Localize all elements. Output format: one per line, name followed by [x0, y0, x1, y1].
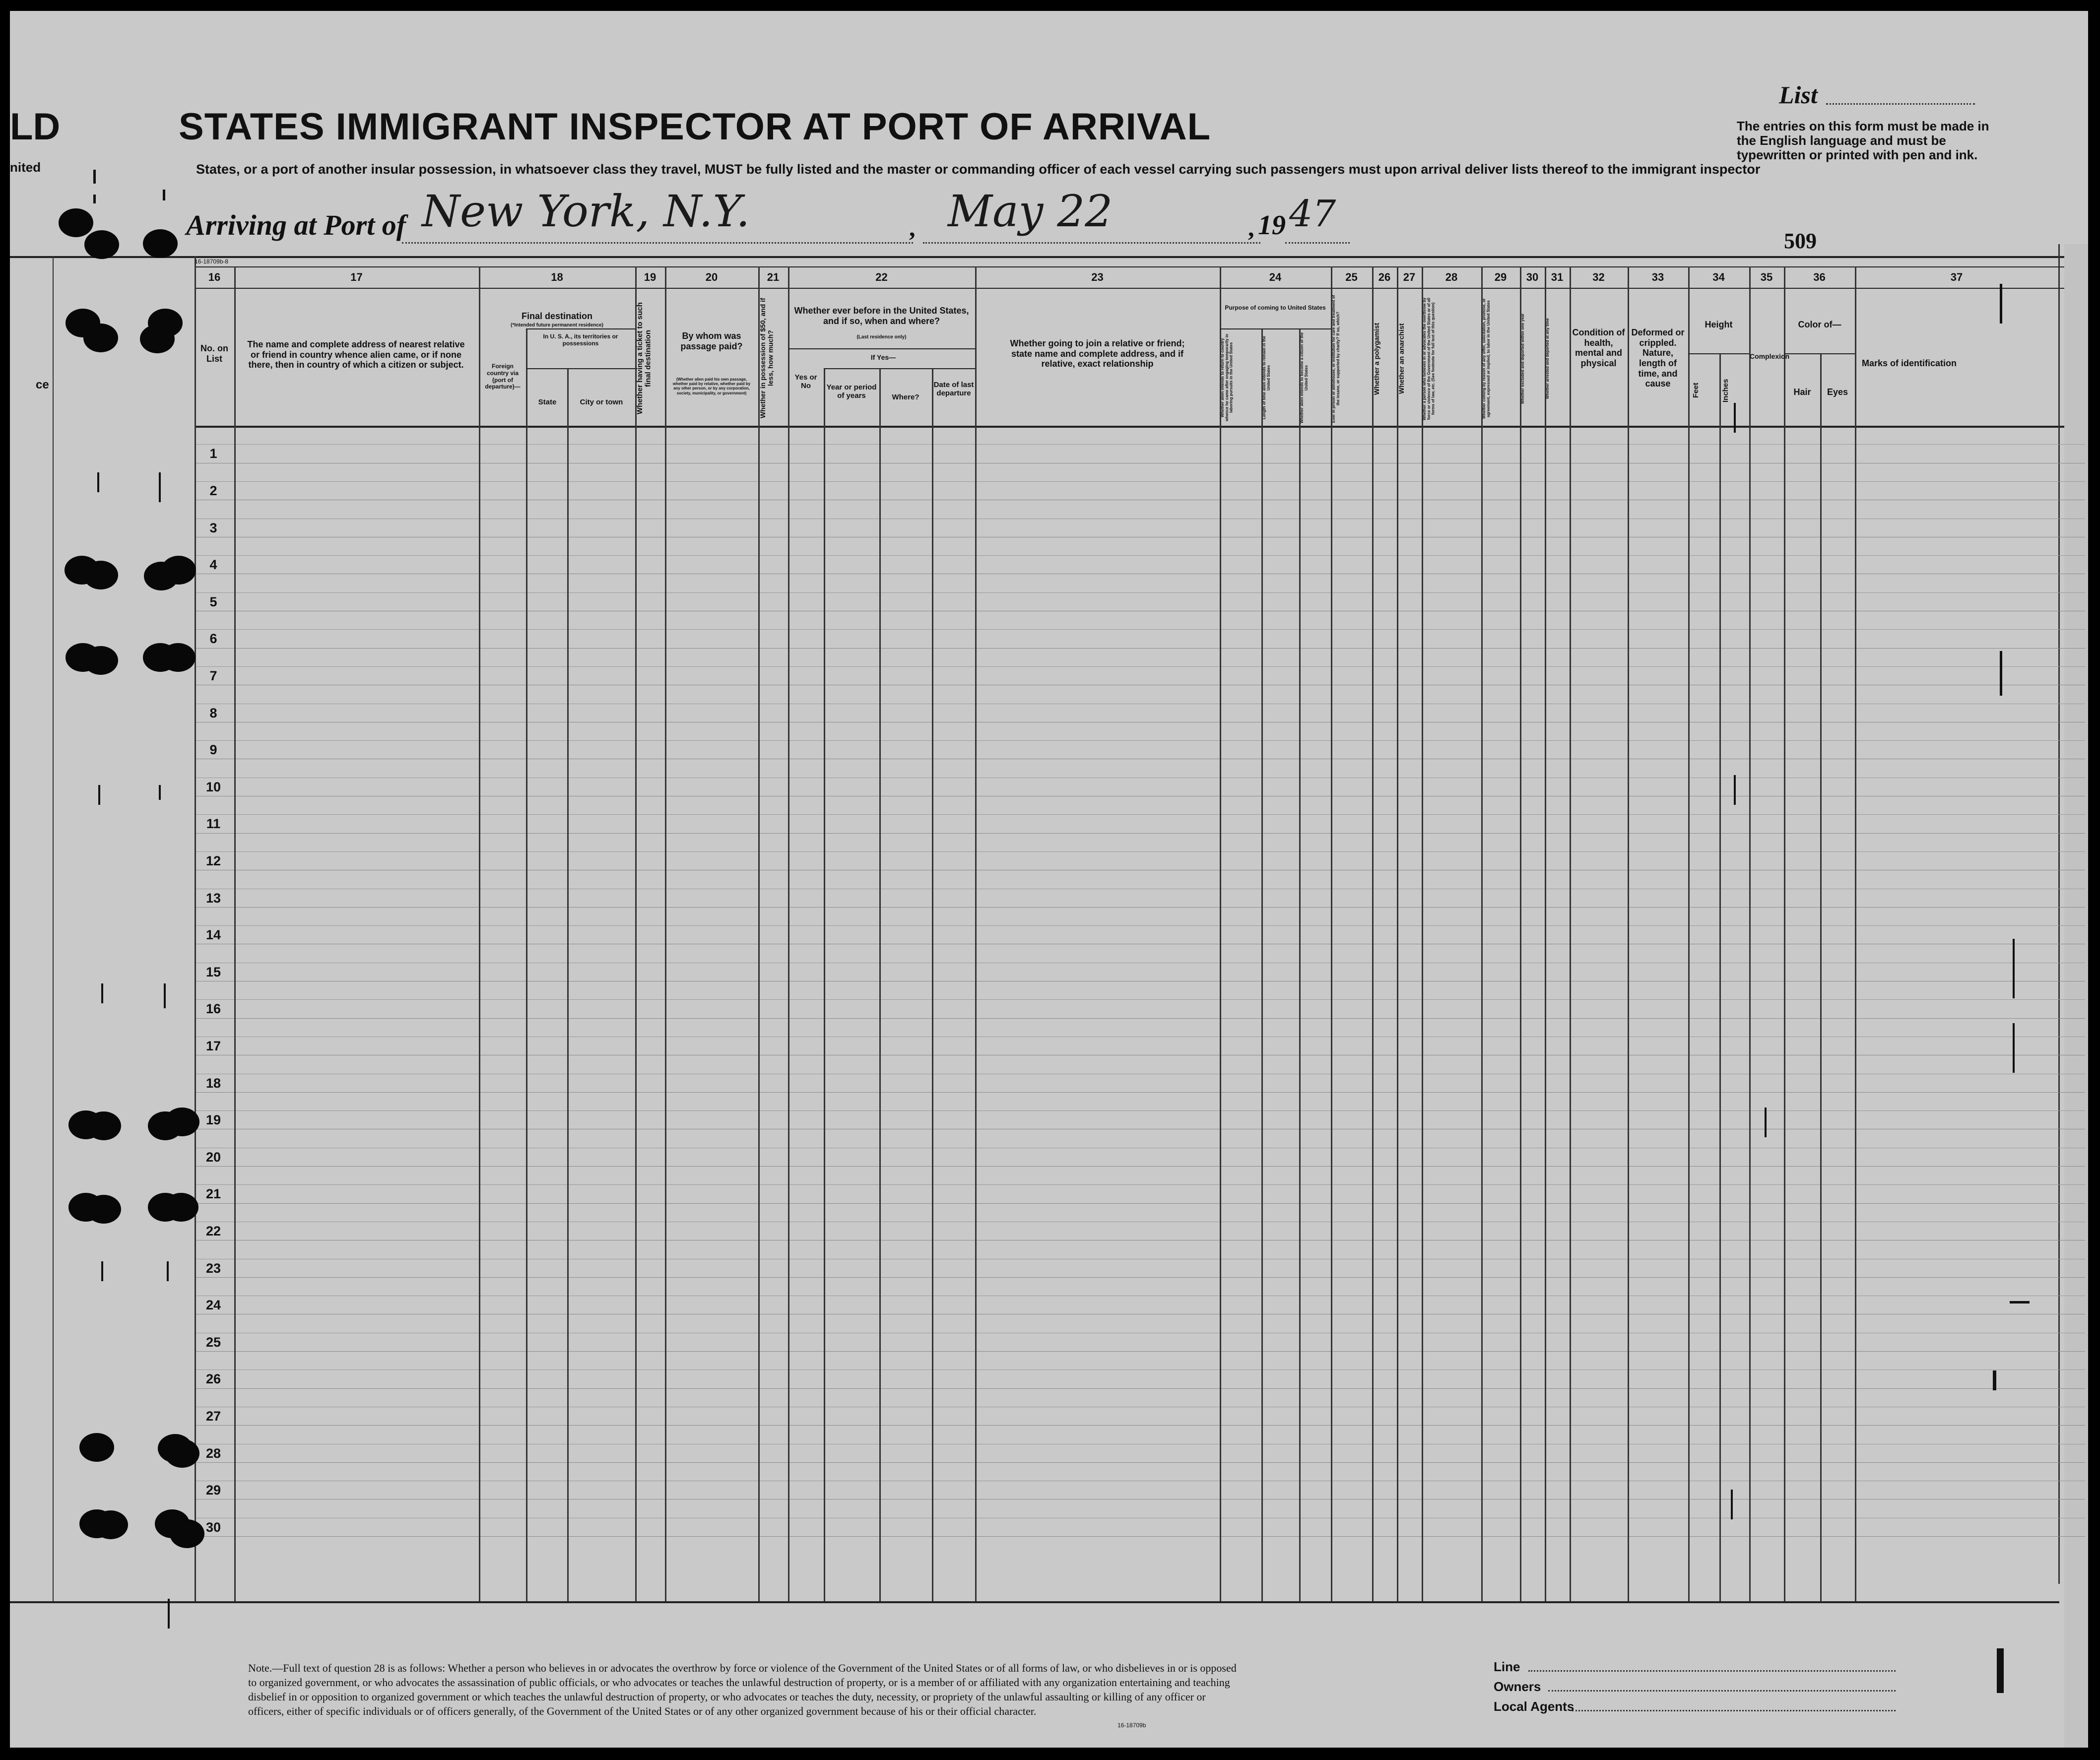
row-divider	[195, 481, 2085, 482]
form-instructions: The entries on this form must be made in the English language and must be typewritten or printed with pen and ink.	[1737, 119, 1989, 162]
punch-hole	[93, 1510, 128, 1539]
row-number: 12	[205, 853, 221, 868]
row-number: 11	[206, 816, 221, 832]
margin-mark	[1993, 1370, 1996, 1390]
year-prefix: 19	[1258, 210, 1286, 241]
right-border	[2058, 244, 2060, 1584]
column-divider	[635, 266, 637, 1601]
column-number: 22	[875, 271, 888, 283]
row-number: 4	[209, 557, 217, 573]
row-number: 19	[205, 1112, 221, 1128]
page-margin	[2064, 244, 2088, 1748]
punch-hole	[86, 1111, 121, 1140]
page-title: STATES IMMIGRANT INSPECTOR AT PORT OF ARRIVAL	[179, 106, 1211, 148]
row-number: 13	[205, 890, 221, 906]
row-number: 15	[205, 964, 221, 979]
row-number: 21	[205, 1186, 221, 1202]
col-22-subheader: (Last residence only)	[856, 334, 907, 340]
col-19-header: Whether having a ticket to such final destination	[636, 302, 653, 414]
column-divider	[1220, 266, 1221, 1601]
col-22-if-yes: If Yes—	[870, 353, 896, 361]
col-22-header: Whether ever before in the United States, and if so, when and where?	[794, 306, 969, 326]
row-divider	[195, 1369, 2085, 1370]
col-30-header: Whether excluded and deported within one year	[1520, 313, 1525, 404]
row-divider	[195, 666, 2085, 667]
row-divider	[195, 925, 2085, 926]
punch-hole	[164, 1193, 198, 1222]
margin-mark	[167, 1261, 169, 1281]
row-divider	[195, 999, 2085, 1000]
row-divider	[195, 1110, 2085, 1111]
arriving-label: Arriving at Port of	[186, 209, 406, 241]
punch-hole	[143, 229, 178, 258]
row-number: 7	[209, 668, 217, 683]
col-34-inches: Inches	[1721, 379, 1730, 402]
title-fragment: LD	[10, 106, 61, 148]
col-20-subheader: (Whether alien paid his own passage, whether paid by relative, whether paid by any other person, or by any corporation, society, municipality, or government)	[672, 377, 751, 395]
column-divider	[1820, 353, 1822, 1601]
margin-mark	[97, 472, 99, 492]
header-rule	[10, 256, 2088, 258]
column-number: 34	[1712, 271, 1725, 283]
column-divider	[788, 266, 789, 1601]
column-divider	[1331, 266, 1332, 1601]
col-29-header: Whether coming by reason of any offer, solicitation, promise, or agreement, expressed or implied, to labor in the United States	[1482, 298, 1491, 419]
comma: ,	[909, 214, 916, 242]
row-number: 9	[209, 742, 217, 758]
column-number: 16	[208, 271, 221, 283]
row-number: 16	[205, 1001, 221, 1017]
date-handwritten[interactable]: May 22	[948, 186, 1113, 237]
punch-hole	[83, 561, 118, 589]
row-divider	[195, 444, 2085, 445]
column-divider	[824, 368, 825, 1601]
col-31-header: Whether arrested and deported at any time	[1545, 318, 1550, 399]
owners-label: Owners	[1494, 1679, 1541, 1694]
row-divider	[195, 851, 2085, 852]
row-divider	[195, 833, 2085, 834]
row-divider	[195, 1388, 2085, 1389]
margin-mark	[2013, 1023, 2015, 1073]
punch-hole	[79, 1433, 114, 1462]
column-number: 17	[350, 271, 363, 283]
subheader-rule	[788, 348, 975, 349]
column-number: 35	[1760, 271, 1773, 283]
column-divider	[1545, 266, 1546, 1601]
subheader-rule	[1688, 353, 1749, 354]
column-divider	[234, 266, 236, 1601]
row-number: 8	[209, 705, 217, 720]
row-number: 27	[205, 1408, 221, 1424]
row-divider	[195, 1351, 2085, 1352]
col-21-header: Whether in possession of $50, and if less, how much?	[759, 298, 775, 419]
margin-mark	[2010, 1301, 2030, 1304]
subheader-rule	[1220, 328, 1331, 329]
column-divider	[1397, 266, 1398, 1601]
row-number: 1	[209, 446, 217, 461]
column-number: 24	[1269, 271, 1282, 283]
row-number: 17	[205, 1038, 221, 1053]
row-number: 23	[205, 1260, 221, 1276]
subheader-rule	[526, 368, 635, 369]
punch-hole	[140, 325, 175, 353]
punch-hole	[161, 643, 196, 672]
col-22-where: Where?	[892, 393, 919, 401]
row-number: 5	[209, 594, 217, 609]
row-divider	[195, 907, 2085, 908]
punch-hole	[86, 1195, 121, 1224]
port-field-line	[402, 242, 913, 244]
punch-hole	[83, 324, 118, 352]
owners-field[interactable]	[1548, 1690, 1896, 1692]
margin-mark	[93, 170, 96, 184]
column-divider	[195, 256, 196, 1601]
punch-hole	[84, 230, 119, 259]
margin-mark	[1731, 1490, 1733, 1519]
column-divider	[932, 368, 933, 1601]
subheader-rule	[1784, 353, 1855, 354]
margin-mark	[1997, 1648, 2004, 1693]
page-number: 509	[1784, 229, 1817, 253]
col-25-header: Ever in prison or almshouse, or institution for care and treatment of the insane, or supported by charity? If so, which?	[1331, 295, 1340, 423]
column-number: 36	[1813, 271, 1826, 283]
margin-mark	[2000, 651, 2002, 696]
row-number: 6	[209, 631, 217, 647]
column-number-rule	[195, 266, 2085, 267]
punch-hole	[165, 1439, 199, 1468]
column-divider	[1570, 266, 1571, 1601]
row-divider	[195, 740, 2085, 741]
port-handwritten[interactable]: New York, N.Y.	[422, 186, 750, 237]
column-divider	[1299, 328, 1301, 1601]
column-number: 33	[1651, 271, 1664, 283]
column-number: 21	[767, 271, 780, 283]
punch-hole	[165, 1108, 199, 1136]
row-divider	[195, 1425, 2085, 1426]
row-divider	[195, 1092, 2085, 1093]
local-agents-field[interactable]	[1572, 1710, 1896, 1711]
manifest-page	[10, 11, 2088, 1748]
col-36-header: Color of—	[1798, 320, 1841, 329]
row-number: 24	[205, 1298, 221, 1313]
row-number: 30	[205, 1519, 221, 1535]
subheader-rule	[824, 368, 975, 369]
column-header-top	[195, 288, 2085, 289]
col-24-return: Whether alien intends to return to country whence he came after engaging temporarily in laboring pursuits in the United States	[1220, 333, 1234, 422]
margin-mark	[159, 785, 161, 800]
col-22-yes-no: Yes or No	[794, 373, 817, 391]
margin-mark	[159, 472, 161, 502]
col-28-header: Whether a person who believes in or advocates the overthrow by force or violence of the Government of the United States or of all forms of law, etc. (See footnote for full text of this question)	[1422, 297, 1436, 420]
column-divider	[1688, 266, 1690, 1601]
col-35-header: Complexion	[1750, 352, 1790, 360]
margin-mark	[1734, 775, 1736, 805]
column-divider	[1749, 266, 1751, 1601]
margin-mark	[164, 983, 166, 1008]
col-36-hair: Hair	[1793, 387, 1811, 397]
col-18-header: Final destination	[521, 311, 592, 321]
row-divider	[195, 1277, 2085, 1278]
column-divider	[975, 266, 977, 1601]
comma: ,	[1248, 214, 1254, 242]
margin-mark	[163, 190, 165, 200]
col-18-usa: In U. S. A., its territories or possessions	[543, 333, 618, 347]
col-18-city: City or town	[580, 398, 623, 406]
row-divider	[195, 592, 2085, 593]
margin-mark	[168, 1599, 170, 1629]
column-number: 18	[551, 271, 563, 283]
local-agents-label: Local Agents	[1494, 1699, 1575, 1714]
col-36-eyes: Eyes	[1827, 387, 1848, 397]
column-number: 28	[1445, 271, 1458, 283]
list-number-field[interactable]	[1826, 103, 1975, 105]
column-divider	[526, 328, 527, 1601]
row-number: 20	[205, 1149, 221, 1165]
line-label: Line	[1494, 1659, 1520, 1674]
column-number: 29	[1494, 271, 1507, 283]
column-divider	[1719, 353, 1721, 1601]
punch-hole	[161, 556, 196, 585]
col-32-header: Condition of health, mental and physical	[1572, 327, 1625, 369]
column-divider	[567, 368, 569, 1601]
col-23-header: Whether going to join a relative or friend; state name and complete address, and if relative, exact relationship	[1010, 338, 1185, 369]
column-divider	[1372, 266, 1374, 1601]
column-number: 20	[705, 271, 718, 283]
column-divider	[1520, 266, 1521, 1601]
form-code: 16-18709b-8	[195, 258, 229, 265]
subheader-rule	[526, 328, 635, 329]
col-16-header: No. on List	[200, 343, 228, 364]
margin-mark	[98, 785, 100, 805]
col-24-length: Length of time alien intends to remain in the United States	[1262, 336, 1271, 420]
row-divider	[195, 814, 2085, 815]
col-24-header: Purpose of coming to United States	[1225, 304, 1326, 311]
row-divider	[195, 1203, 2085, 1204]
col-24-citizen: Whether alien intends to become a citizen of the United States	[1300, 332, 1309, 423]
table-bottom-rule	[10, 1601, 2059, 1603]
row-number: 14	[205, 927, 221, 943]
col-33-header: Deformed or crippled. Nature, length of time, and cause	[1631, 327, 1685, 389]
row-divider	[195, 1018, 2085, 1019]
col-26-header: Whether a polygamist	[1373, 323, 1380, 395]
form-code: 16-18709b	[1117, 1722, 1146, 1729]
column-number: 27	[1403, 271, 1416, 283]
punch-hole	[170, 1519, 204, 1548]
column-divider	[879, 368, 881, 1601]
column-divider	[1784, 266, 1785, 1601]
margin-line	[53, 256, 54, 1601]
row-number: 2	[209, 483, 217, 498]
margin-mark	[2013, 939, 2015, 998]
date-field-line	[923, 242, 1260, 244]
column-divider	[665, 266, 666, 1601]
page-subtitle: States, or a port of another insular possession, in whatsoever class they travel, MUST be fully listed and the master or commanding officer of each vessel carrying such passengers must upon arrival deliver lists thereof to the immigrant inspector	[196, 162, 1761, 177]
column-number: 30	[1526, 271, 1539, 283]
column-header-bottom	[195, 426, 2085, 428]
column-divider	[1422, 266, 1423, 1601]
column-divider	[1628, 266, 1629, 1601]
list-label: List	[1779, 81, 1818, 109]
margin-mark	[1734, 403, 1736, 433]
row-number: 29	[205, 1483, 221, 1498]
punch-hole	[83, 646, 118, 675]
column-number: 31	[1551, 271, 1564, 283]
row-divider	[195, 1184, 2085, 1185]
left-fragment: ce	[36, 378, 49, 391]
col-17-header: The name and complete address of nearest relative or friend in country whence alien came, or if none there, then in country of which a citizen or subject.	[247, 339, 465, 370]
col-37-header: Marks of identification	[1862, 358, 1957, 368]
year-handwritten[interactable]: 47	[1289, 193, 1336, 235]
column-divider	[1855, 266, 1856, 1601]
column-divider	[1261, 328, 1263, 1601]
punch-hole	[59, 208, 93, 237]
column-number: 23	[1091, 271, 1104, 283]
row-number: 10	[205, 779, 221, 794]
row-divider	[195, 1462, 2085, 1463]
col-34-header: Height	[1705, 320, 1733, 329]
year-field-line	[1285, 242, 1350, 244]
row-number: 3	[209, 520, 217, 535]
footnote: Note.—Full text of question 28 is as follows: Whether a person who believes in or advocates the overthrow by force or violence of the Government of the United States or of all forms of law, or who disbelieves in or is opposed to organized government, or who advocates the assassination of public officials, or who advocates or teaches the unlawful destruction of property, or is a member of or affiliated with any organization entertaining and teaching disbelief in or opposition to organized government or which teaches the unlawful destruction of property, or who advocates or teaches the duty, necessity, or propriety of the unlawful assaulting or killing of any officer or officers, either of specific individuals or of officers generally, of the Government of the United States or of any other organized government because of his or their official character.	[248, 1662, 1237, 1717]
margin-mark	[93, 195, 96, 203]
col-18-state: State	[538, 398, 557, 406]
left-fragment: nited	[10, 160, 41, 175]
column-number: 37	[1950, 271, 1963, 283]
col-22-departure: Date of last departure	[933, 381, 974, 398]
line-field[interactable]	[1528, 1670, 1896, 1672]
column-divider	[758, 266, 760, 1601]
margin-mark	[101, 1261, 103, 1281]
column-divider	[479, 266, 480, 1601]
column-number: 26	[1378, 271, 1391, 283]
margin-mark	[2000, 284, 2002, 324]
col-34-feet: Feet	[1692, 383, 1700, 398]
col-27-header: Whether an anarchist	[1397, 323, 1405, 394]
row-number: 26	[205, 1371, 221, 1387]
column-divider	[1481, 266, 1483, 1601]
col-20-header: By whom was passage paid?	[680, 331, 743, 351]
margin-mark	[101, 983, 103, 1003]
row-divider	[195, 1166, 2085, 1167]
row-divider	[195, 629, 2085, 630]
col-18-foreign: Foreign country via (port of departure)—	[485, 363, 521, 391]
row-number: 28	[205, 1445, 221, 1461]
row-number: 25	[205, 1334, 221, 1350]
row-divider	[195, 1536, 2085, 1537]
column-number: 32	[1592, 271, 1605, 283]
margin-mark	[1765, 1108, 1767, 1137]
col-22-years: Year or period of years	[826, 383, 877, 400]
column-number: 19	[644, 271, 656, 283]
row-number: 22	[205, 1223, 221, 1239]
row-divider	[195, 648, 2085, 649]
row-number: 18	[205, 1075, 221, 1091]
col-18-subheader: (*Intended future permanent residence)	[511, 323, 603, 328]
column-number: 25	[1345, 271, 1358, 283]
row-divider	[195, 555, 2085, 556]
